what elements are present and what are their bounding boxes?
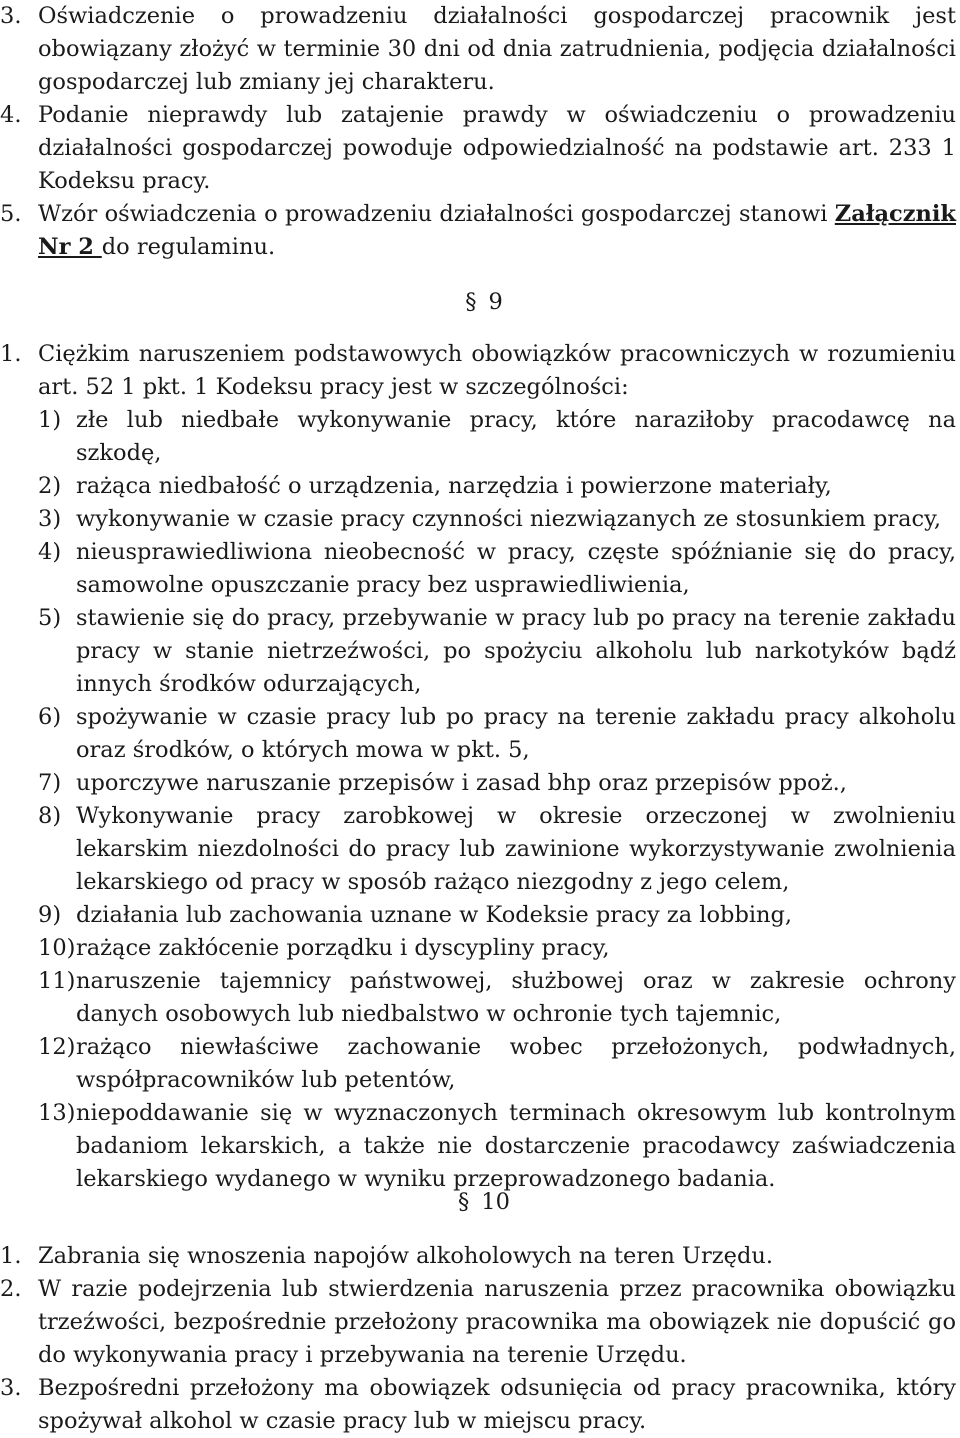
list-item-text: spożywanie w czasie pracy lub po pracy na terenie zakładu pracy alkoholu oraz środków, o których mowa w pkt. 5,	[76, 704, 956, 763]
section-heading-10	[0, 1186, 956, 1219]
list-item	[0, 701, 956, 767]
paragraph-text: Oświadczenie o prowadzeniu działalności gospodarczej pracownik jest obowiązany złożyć w terminie 30 dni od dnia zatrudnienia, podjęcia działalności gospodarczej lub zmiany jej charakteru.	[38, 3, 956, 95]
list-item	[0, 932, 956, 965]
section-heading-9	[0, 286, 956, 319]
list-item-text: rażące zakłócenie porządku i dyscypliny pracy,	[76, 935, 610, 961]
paragraph-text	[38, 198, 956, 264]
list-item-text: niepoddawanie się w wyznaczonych terminach okresowym lub kontrolnym badaniom lekarskich, a także nie dostarczenie pracodawcy zaświadczenia lekarskiego wydanego w wyniku przeprowadzonego badania.	[76, 1100, 956, 1192]
paragraph-text: Zabrania się wnoszenia napojów alkoholowych na teren Urzędu.	[38, 1243, 773, 1269]
list-item-number: 12)	[38, 1034, 76, 1060]
list-item	[0, 470, 956, 503]
list-item	[0, 965, 956, 1031]
list-item-text: nieusprawiedliwiona nieobecność w pracy, częste spóźnianie się do pracy, samowolne opuszczanie pracy bez usprawiedliwienia,	[76, 539, 956, 598]
section-number: 9	[488, 289, 503, 315]
list-item-text: stawienie się do pracy, przebywanie w pracy lub po pracy na terenie zakładu pracy w stanie nietrzeźwości, po spożyciu alkoholu lub narkotyków bądź innych środków odurzających,	[76, 605, 956, 697]
list-item-number: 11)	[38, 968, 76, 994]
list-item	[0, 536, 956, 602]
list-item-text: naruszenie tajemnicy państwowej, służbowej oraz w zakresie ochrony danych osobowych lub niedbalstwo w ochronie tych tajemnic,	[76, 968, 956, 1027]
paragraph-text: W razie podejrzenia lub stwierdzenia naruszenia przez pracownika obowiązku trzeźwości, bezpośrednie przełożony pracownika ma obowiązek nie dopuścić go do wykonywania pracy i przebywania na terenie Urzędu.	[38, 1276, 956, 1368]
list-item	[0, 899, 956, 932]
list-item-number: 13)	[38, 1100, 76, 1126]
list-item-text: wykonywanie w czasie pracy czynności niezwiązanych ze stosunkiem pracy,	[76, 506, 942, 532]
paragraph-number: 1.	[0, 1243, 22, 1269]
list-item-text: uporczywe naruszanie przepisów i zasad bhp oraz przepisów ppoż.,	[76, 770, 847, 796]
paragraph-item	[0, 0, 956, 99]
paragraph-number: 5.	[0, 201, 22, 227]
section-symbol: §	[458, 1189, 470, 1215]
section-number: 10	[481, 1189, 510, 1215]
attachment-link[interactable]: Załącznik Nr 2	[38, 201, 956, 260]
paragraphs-block-1	[0, 0, 956, 264]
paragraph-item	[0, 1273, 956, 1372]
list-item	[0, 767, 956, 800]
paragraph-number: 3.	[0, 3, 22, 29]
list-item-text: rażąco niewłaściwe zachowanie wobec przełożonych, podwładnych, współpracowników lub petentów,	[76, 1034, 956, 1093]
list-item	[0, 503, 956, 536]
list-item	[0, 404, 956, 470]
paragraph-number: 3.	[0, 1375, 22, 1401]
list-item-number: 2)	[38, 473, 62, 499]
list-item-text: Wykonywanie pracy zarobkowej w okresie orzeczonej w zwolnieniu lekarskim niezdolności do pracy lub zawinione wykorzystywanie zwolnienia lekarskiego od pracy w sposób rażąco niezgodny z jego celem,	[76, 803, 956, 895]
list-item-number: 10)	[38, 935, 76, 961]
list-item-text: działania lub zachowania uznane w Kodeksie pracy za lobbing,	[76, 902, 793, 928]
list-item	[0, 1097, 956, 1196]
list-item-text: rażąca niedbałość o urządzenia, narzędzia i powierzone materiały,	[76, 473, 832, 499]
paragraphs-block-3	[0, 1240, 956, 1438]
paragraphs-block-2	[0, 338, 956, 1196]
paragraph-number: 2.	[0, 1276, 22, 1302]
paragraph-number: 4.	[0, 102, 22, 128]
paragraph-text: Ciężkim naruszeniem podstawowych obowiązków pracowniczych w rozumieniu art. 52 1 pkt. 1 Kodeksu pracy jest w szczególności:	[38, 341, 956, 400]
section-symbol: §	[465, 289, 477, 315]
list-item-number: 8)	[38, 803, 62, 829]
list-item-number: 6)	[38, 704, 62, 730]
list-item-number: 9)	[38, 902, 62, 928]
list-item	[0, 800, 956, 899]
paragraph-text-before: Wzór oświadczenia o prowadzeniu działalności gospodarczej stanowi	[38, 201, 835, 227]
paragraph-text: Podanie nieprawdy lub zatajenie prawdy w oświadczeniu o prowadzeniu działalności gospodarczej powoduje odpowiedzialność na podstawie art. 233 1 Kodeksu pracy.	[38, 102, 956, 194]
list-item-text: złe lub niedbałe wykonywanie pracy, które naraziłoby pracodawcę na szkodę,	[76, 407, 956, 466]
paragraph-item	[0, 338, 956, 404]
paragraph-item	[0, 1372, 956, 1438]
paragraph-item	[0, 198, 956, 264]
list-item-number: 5)	[38, 605, 62, 631]
paragraph-number: 1.	[0, 341, 22, 367]
list-item	[0, 602, 956, 701]
paragraph-item	[0, 99, 956, 198]
paragraph-text-after: do regulaminu.	[101, 234, 276, 260]
list-item-number: 3)	[38, 506, 62, 532]
paragraph-text: Bezpośredni przełożony ma obowiązek odsunięcia od pracy pracownika, który spożywał alkohol w czasie pracy lub w miejscu pracy.	[38, 1375, 956, 1434]
list-item-number: 4)	[38, 539, 62, 565]
list-item-number: 7)	[38, 770, 62, 796]
list-item-number: 1)	[38, 407, 62, 433]
paragraph-item	[0, 1240, 956, 1273]
list-item	[0, 1031, 956, 1097]
